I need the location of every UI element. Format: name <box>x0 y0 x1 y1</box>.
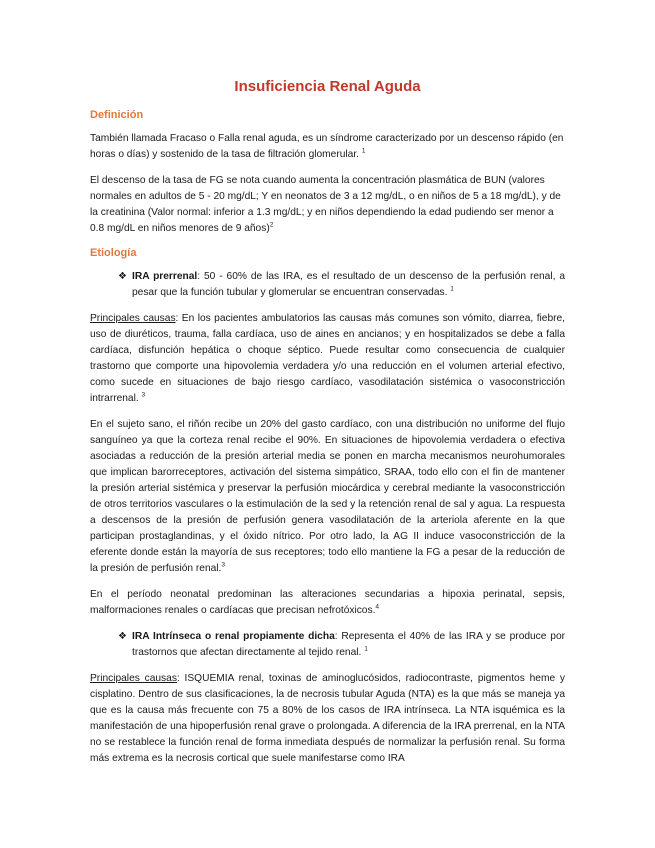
paragraph-text: En el período neonatal predominan las alteraciones secundarias a hipoxia perinatal, sepsis, malformaciones renales o cardíacas que precisan nefrotóxicos. <box>90 589 565 616</box>
diamond-bullet-icon: ❖ <box>118 631 127 642</box>
bullet-text <box>132 629 565 661</box>
bullet-term: IRA Intrínseca o renal propiamente dicha <box>132 631 335 642</box>
reference-number: 1 <box>450 285 454 293</box>
paragraph-principales-causas-1 <box>90 311 565 407</box>
paragraph-text: En el sujeto sano, el riñón recibe un 20% del gasto cardíaco, con una distribución no uniforme del flujo sanguíneo ya que la corteza renal recibe el 90%. En situaciones de hipovolemia verdadera o efectiva asociadas a reducción de la presión arterial media se ponen en marcha mecanismos neurohumorales que implican barorreceptores, activación del sistema simpático, SRAA, todo ello con el fin de mantener la presión arterial sistémica y preservar la perfusión miocárdica y cerebral mediante la vasoconstricción de otros territorios vasculares o la estimulación de la sed y la retención renal de sal y agua. La respuesta a descensos de la presión de perfusión genera vasodilatación de la arteriola aferente en la que participan prostaglandinas, y el óxido nítrico. Por otro lado, la AG II induce vasoconstricción de la eferente donde están la mayoría de sus receptores; todo ello mantiene la FG a pesar de la reducción de la presión de perfusión renal. <box>90 419 565 574</box>
bullet-description: : Representa el 40% de las IRA y se produce por trastornos que afectan directamente al tejido renal. <box>132 631 565 658</box>
paragraph-text: : ISQUEMIA renal, toxinas de aminoglucósidos, radiocontraste, pigmentos heme y cisplatino. Dentro de sus clasificaciones, la de necrosis tubular Aguda (NTA) es la que más se maneja ya que es la causa más frecuente con 75 a 80% de los casos de IRA intrínseca. La NTA isquémica es la manifestación de una hipoperfusión renal grave o prolongada. A diferencia de la IRA prerrenal, en la NTA no se restablece la función renal de forma inmediata después de normalizar la perfusión renal. Su forma más extrema es la necrosis cortical que suele manifestarse como IRA <box>90 673 565 764</box>
reference-number: 3 <box>221 561 226 569</box>
causes-label: Principales causas <box>90 673 177 684</box>
paragraph-definicion-2 <box>90 173 565 237</box>
causes-label: Principales causas <box>90 313 176 324</box>
reference-number: 3 <box>141 391 146 399</box>
bullet-term: IRA prerrenal <box>132 271 198 282</box>
paragraph-text: : En los pacientes ambulatorios las causas más comunes son vómito, diarrea, fiebre, uso de diuréticos, trauma, falla cardíaca, uso de aines en ancianos; y en hospitalizados se debe a falla cardíaca, disfunción hepática o choque séptico. Puede resultar como consecuencia de cualquier trastorno que comporte una hipovolemia verdadera y/o una reducción en el volumen arterial efectivo, como sucede en situaciones de bajo riesgo cardíaco, vasodilatación sistémica o vasoconstricción intrarrenal. <box>90 313 566 404</box>
bullet-description: : 50 - 60% de las IRA, es el resultado de un descenso de la perfusión renal, a pesar que la función tubular y glomerular se encuentran conservadas. <box>132 271 565 298</box>
diamond-bullet-icon: ❖ <box>118 271 127 282</box>
reference-number: 2 <box>269 221 274 229</box>
bullet-ira-intrinseca <box>118 629 565 661</box>
paragraph-principales-causas-2 <box>90 671 565 767</box>
section-heading-definicion: Definición <box>90 109 144 121</box>
reference-number: 1 <box>361 147 366 155</box>
paragraph-definicion-1 <box>90 131 565 163</box>
paragraph-text: También llamada Fracaso o Falla renal aguda, es un síndrome caracterizado por un descenso rápido (en horas o días) y sostenido de la tasa de filtración glomerular. <box>90 133 564 160</box>
paragraph-sujeto-sano <box>90 417 565 577</box>
reference-number: 4 <box>375 603 380 611</box>
paragraph-text: El descenso de la tasa de FG se nota cuando aumenta la concentración plasmática de BUN (valores normales en adultos de 5 - 20 mg/dL; Y en neonatos de 3 a 12 mg/dL, o en niños de 5 a 18 mg/dL), y de la creatinina (Valor normal: inferior a 1.3 mg/dL; y en niños dependiendo la edad pudiendo ser menor a 0.8 mg/dL en niños menores de 9 años) <box>90 175 561 234</box>
section-heading-etiologia: Etiología <box>90 247 137 259</box>
bullet-text <box>132 269 565 301</box>
document-title: Insuficiencia Renal Aguda <box>234 78 421 95</box>
paragraph-periodo-neonatal <box>90 587 565 619</box>
bullet-ira-prerrenal <box>118 269 565 301</box>
reference-number: 1 <box>364 645 368 653</box>
